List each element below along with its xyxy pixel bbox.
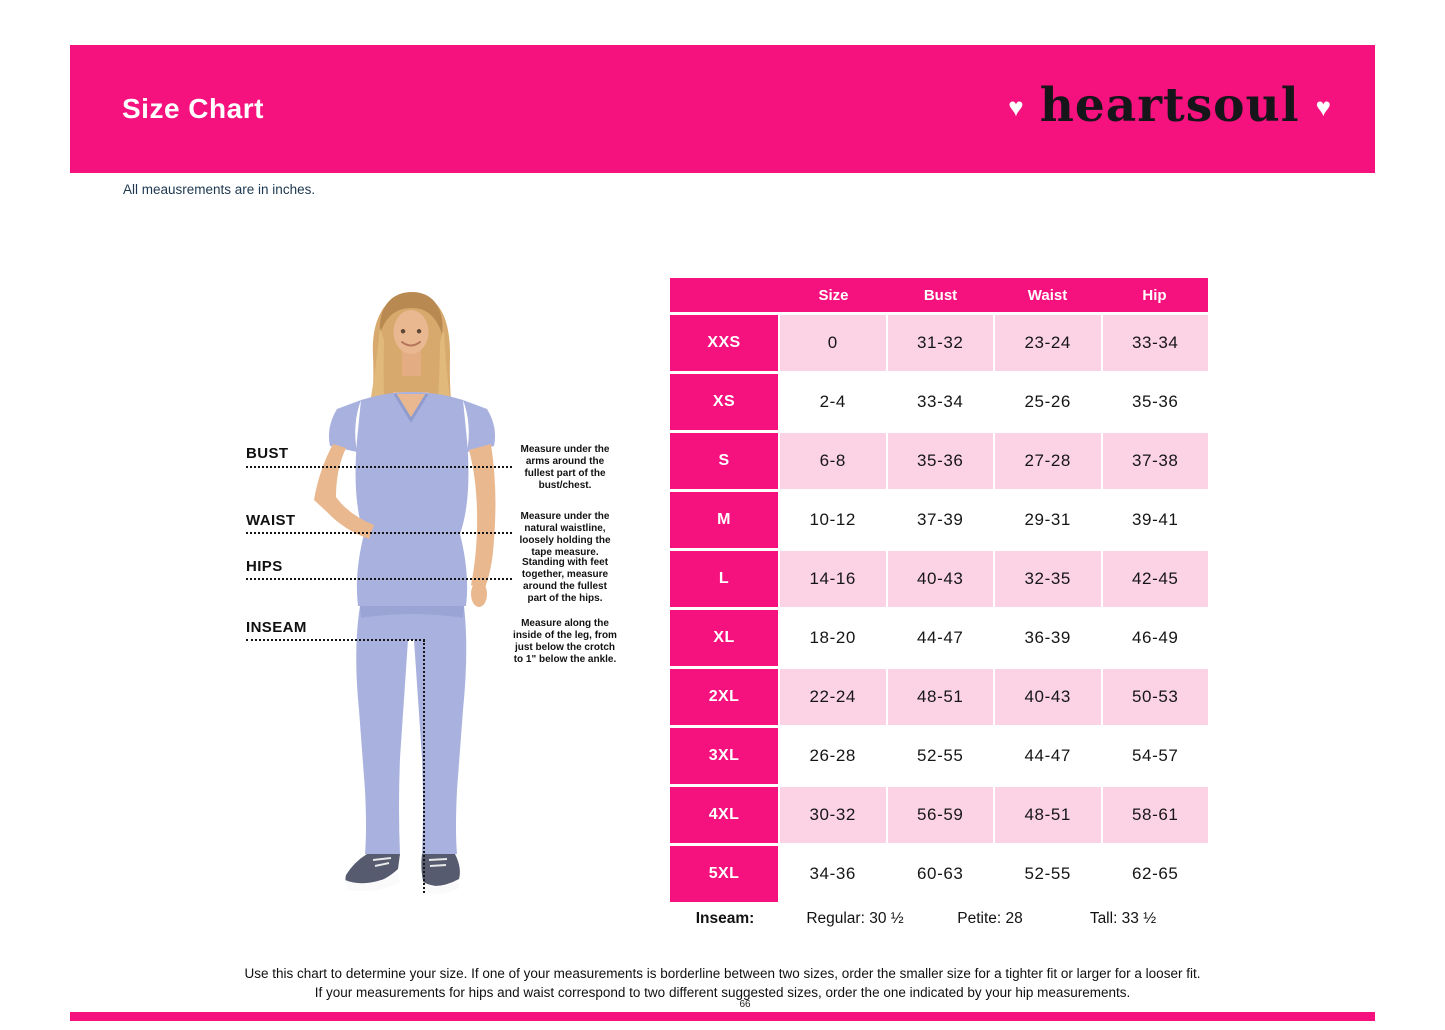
size-value-cell: 36-39	[995, 610, 1101, 666]
column-header: Hip	[1142, 286, 1167, 304]
waist-label: WAIST	[246, 512, 296, 529]
inseam-regular: Regular: 30 ½	[806, 910, 904, 927]
size-value-cell: 56-59	[888, 787, 994, 843]
size-label-cell: XS	[670, 374, 778, 430]
table-row	[670, 551, 1208, 607]
size-value-cell: 14-16	[780, 551, 886, 607]
size-value-cell: 58-61	[1103, 787, 1209, 843]
size-value-cell: 42-45	[1103, 551, 1209, 607]
size-value-cell: 54-57	[1103, 728, 1209, 784]
size-value-cell: 37-39	[888, 492, 994, 548]
size-value-cell: 40-43	[888, 551, 994, 607]
bust-dotted-line	[246, 466, 512, 468]
footer-note-line2: If your measurements for hips and waist correspond to two different suggested sizes, order the one indicated by your hip measurements.	[314, 985, 1131, 1000]
size-table-body	[670, 315, 1208, 902]
heart-icon: ♥	[1008, 92, 1024, 122]
size-label-cell: 2XL	[670, 669, 778, 725]
size-label-cell: S	[670, 433, 778, 489]
size-value-cell: 44-47	[995, 728, 1101, 784]
size-value-cell: 23-24	[995, 315, 1101, 371]
page-number: 66	[739, 999, 751, 1010]
table-row	[670, 728, 1208, 784]
size-value-cell: 0	[780, 315, 886, 371]
size-value-cell: 50-53	[1103, 669, 1209, 725]
size-value-cell: 35-36	[1103, 374, 1209, 430]
size-value-cell: 10-12	[780, 492, 886, 548]
inseam-dotted-line	[246, 639, 425, 641]
size-value-cell: 37-38	[1103, 433, 1209, 489]
size-value-cell: 25-26	[995, 374, 1101, 430]
size-value-cell: 2-4	[780, 374, 886, 430]
size-label-cell: L	[670, 551, 778, 607]
bust-description: Measure under the arms around the fullest part of the bust/chest.	[520, 444, 610, 491]
size-table	[670, 278, 1208, 902]
size-value-cell: 29-31	[995, 492, 1101, 548]
bust-label: BUST	[246, 445, 289, 462]
size-value-cell: 39-41	[1103, 492, 1209, 548]
inseam-description: Measure along the inside of the leg, from just below the crotch to 1" below the ankle.	[513, 618, 617, 665]
table-row	[670, 787, 1208, 843]
table-row	[670, 492, 1208, 548]
size-value-cell: 48-51	[888, 669, 994, 725]
inseam-petite: Petite: 28	[957, 910, 1023, 927]
units-note: All meausrements are in inches.	[123, 182, 316, 197]
inseam-dotted-line-vertical	[423, 640, 425, 893]
size-value-cell: 46-49	[1103, 610, 1209, 666]
page-title: Size Chart	[122, 93, 264, 124]
waist-description: Measure under the natural waistline, loosely holding the tape measure.	[519, 511, 611, 558]
size-value-cell: 40-43	[995, 669, 1101, 725]
heart-icon: ♥	[1315, 92, 1331, 122]
size-value-cell: 34-36	[780, 846, 886, 902]
waist-dotted-line	[246, 532, 512, 534]
table-row	[670, 374, 1208, 430]
size-value-cell: 48-51	[995, 787, 1101, 843]
inseam-row-label: Inseam:	[695, 910, 755, 927]
bottom-accent-bar	[70, 1012, 1375, 1021]
size-label-cell: 4XL	[670, 787, 778, 843]
inseam-label: INSEAM	[246, 619, 307, 636]
column-header: Size	[818, 286, 849, 304]
column-header: Waist	[1027, 286, 1068, 304]
table-row	[670, 315, 1208, 371]
size-label-cell: 5XL	[670, 846, 778, 902]
size-value-cell: 35-36	[888, 433, 994, 489]
hips-dotted-line	[246, 578, 512, 580]
size-value-cell: 60-63	[888, 846, 994, 902]
table-row	[670, 433, 1208, 489]
brand-name: heartsoul	[1039, 77, 1300, 133]
table-row	[670, 669, 1208, 725]
column-header: Bust	[923, 286, 958, 304]
table-row	[670, 610, 1208, 666]
size-table-header	[670, 278, 1208, 312]
size-value-cell: 62-65	[1103, 846, 1209, 902]
size-label-cell: XL	[670, 610, 778, 666]
size-value-cell: 44-47	[888, 610, 994, 666]
size-value-cell: 22-24	[780, 669, 886, 725]
hips-label: HIPS	[246, 558, 283, 575]
column-header	[670, 278, 780, 312]
size-label-cell: M	[670, 492, 778, 548]
size-value-cell: 52-55	[888, 728, 994, 784]
inseam-tall: Tall: 33 ½	[1089, 910, 1157, 927]
size-value-cell: 18-20	[780, 610, 886, 666]
table-row	[670, 846, 1208, 902]
footer-note-line1: Use this chart to determine your size. If one of your measurements is borderline between two sizes, order the smaller size for a tighter fit or larger for a looser fit.	[244, 966, 1201, 981]
size-value-cell: 6-8	[780, 433, 886, 489]
size-value-cell: 32-35	[995, 551, 1101, 607]
model-photo	[283, 288, 521, 910]
size-value-cell: 52-55	[995, 846, 1101, 902]
hips-description: Standing with feet together, measure around the fullest part of the hips.	[521, 557, 609, 604]
size-label-cell: XXS	[670, 315, 778, 371]
size-value-cell: 33-34	[1103, 315, 1209, 371]
size-value-cell: 26-28	[780, 728, 886, 784]
size-value-cell: 33-34	[888, 374, 994, 430]
size-label-cell: 3XL	[670, 728, 778, 784]
size-value-cell: 31-32	[888, 315, 994, 371]
size-value-cell: 30-32	[780, 787, 886, 843]
size-value-cell: 27-28	[995, 433, 1101, 489]
